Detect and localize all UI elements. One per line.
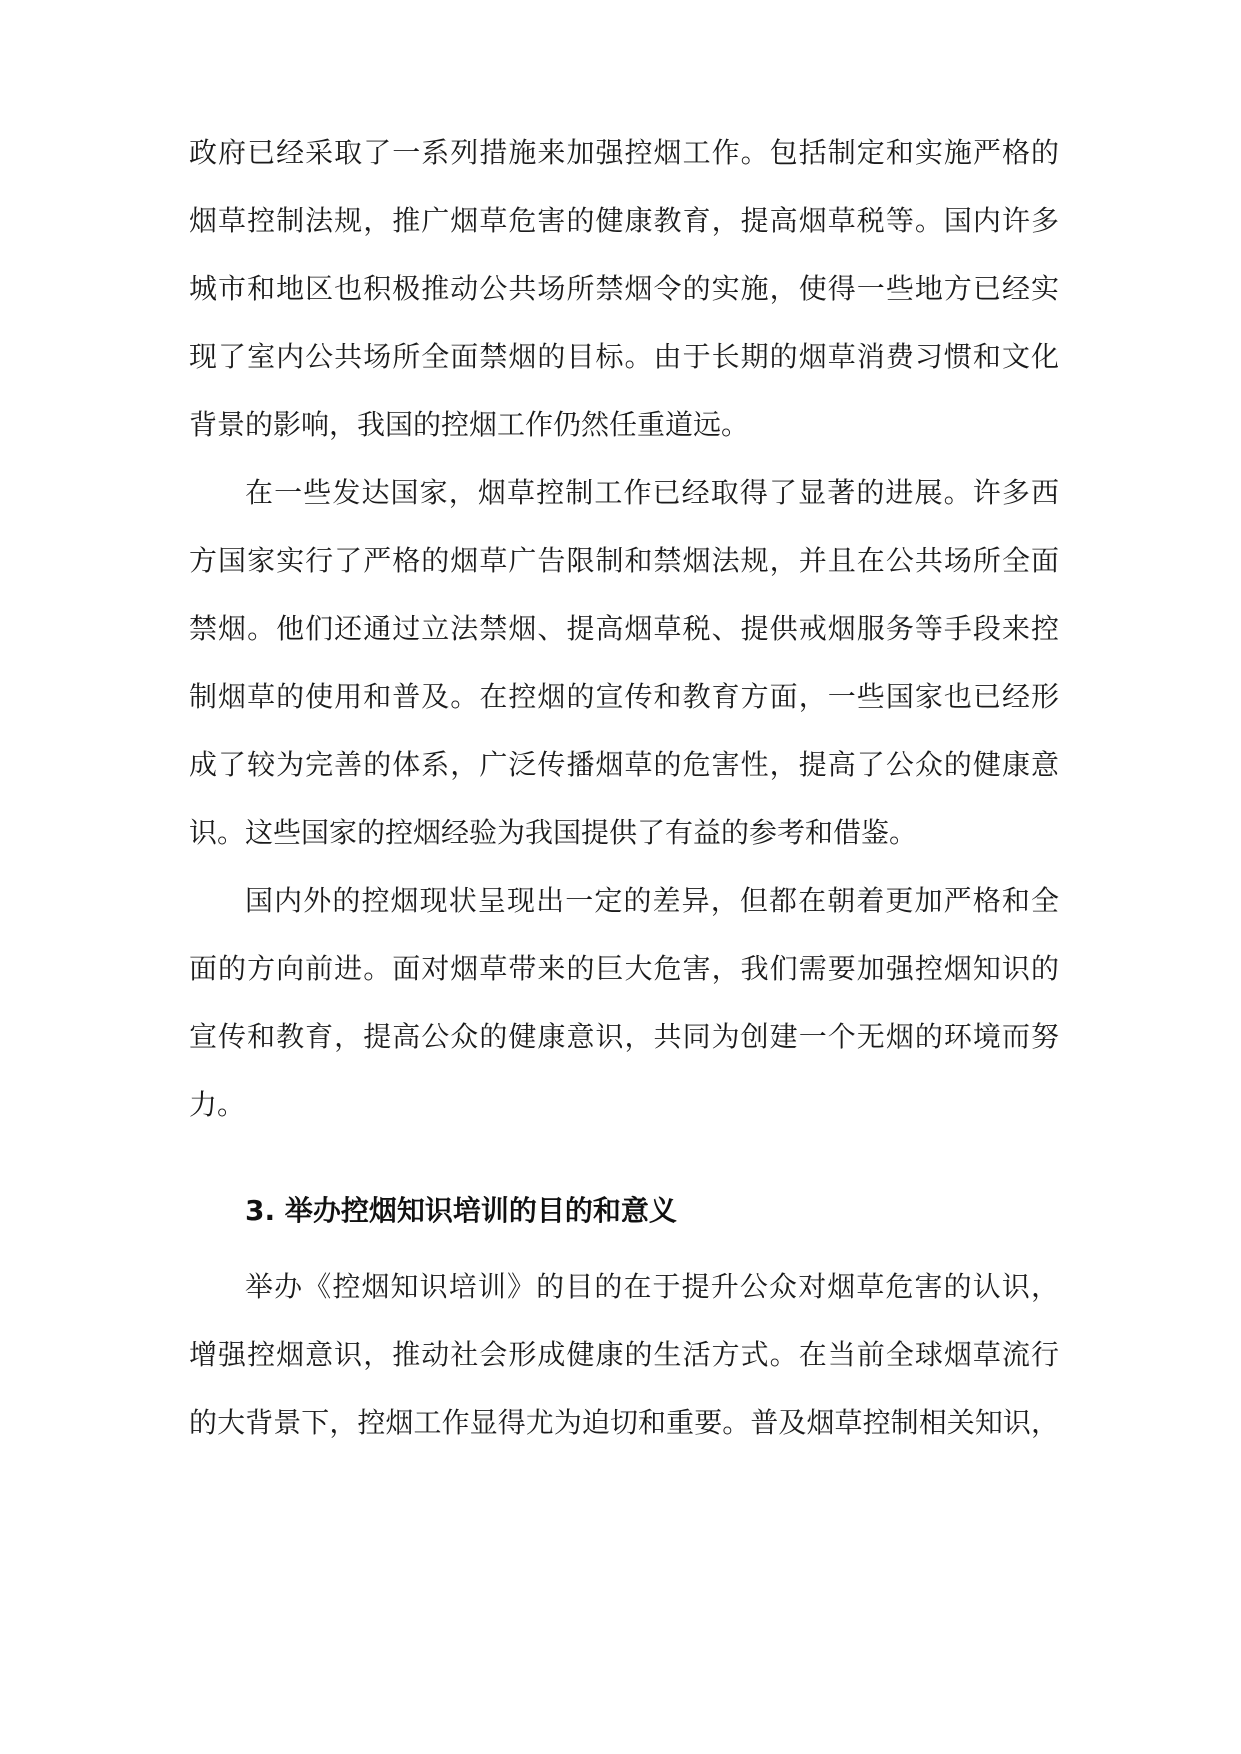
paragraph-3-line-3: 宣传和教育，提高公众的健康意识，共同为创建一个无烟的环境而努 (189, 1020, 1059, 1053)
paragraph-1-line-1: 政府已经采取了一系列措施来加强控烟工作。包括制定和实施严格的 (189, 136, 1059, 169)
section-paragraph-line-3: 的大背景下，控烟工作显得尤为迫切和重要。普及烟草控制相关知识， (189, 1406, 1059, 1439)
section-paragraph-line-1: 举办《控烟知识培训》的目的在于提升公众对烟草危害的认识， (245, 1270, 1059, 1303)
paragraph-2-line-6: 识。这些国家的控烟经验为我国提供了有益的参考和借鉴。 (189, 816, 918, 849)
paragraph-2-line-4: 制烟草的使用和普及。在控烟的宣传和教育方面，一些国家也已经形 (189, 680, 1059, 713)
paragraph-1-line-4: 现了室内公共场所全面禁烟的目标。由于长期的烟草消费习惯和文化 (189, 340, 1059, 373)
paragraph-2-line-5: 成了较为完善的体系，广泛传播烟草的危害性，提高了公众的健康意 (189, 748, 1059, 781)
paragraph-3-line-4: 力。 (189, 1088, 246, 1121)
paragraph-1-line-5: 背景的影响，我国的控烟工作仍然任重道远。 (189, 408, 750, 441)
paragraph-3-line-1: 国内外的控烟现状呈现出一定的差异，但都在朝着更加严格和全 (245, 884, 1059, 917)
paragraph-2-line-2: 方国家实行了严格的烟草广告限制和禁烟法规，并且在公共场所全面 (189, 544, 1059, 577)
section-heading: 3. 举办控烟知识培训的目的和意义 (245, 1194, 677, 1227)
paragraph-3-line-2: 面的方向前进。面对烟草带来的巨大危害，我们需要加强控烟知识的 (189, 952, 1059, 985)
paragraph-1-line-3: 城市和地区也积极推动公共场所禁烟令的实施，使得一些地方已经实 (189, 272, 1059, 305)
paragraph-2-line-3: 禁烟。他们还通过立法禁烟、提高烟草税、提供戒烟服务等手段来控 (189, 612, 1059, 645)
paragraph-2-line-1: 在一些发达国家，烟草控制工作已经取得了显著的进展。许多西 (245, 476, 1059, 509)
paragraph-1-line-2: 烟草控制法规，推广烟草危害的健康教育，提高烟草税等。国内许多 (189, 204, 1059, 237)
section-paragraph-line-2: 增强控烟意识，推动社会形成健康的生活方式。在当前全球烟草流行 (189, 1338, 1059, 1371)
